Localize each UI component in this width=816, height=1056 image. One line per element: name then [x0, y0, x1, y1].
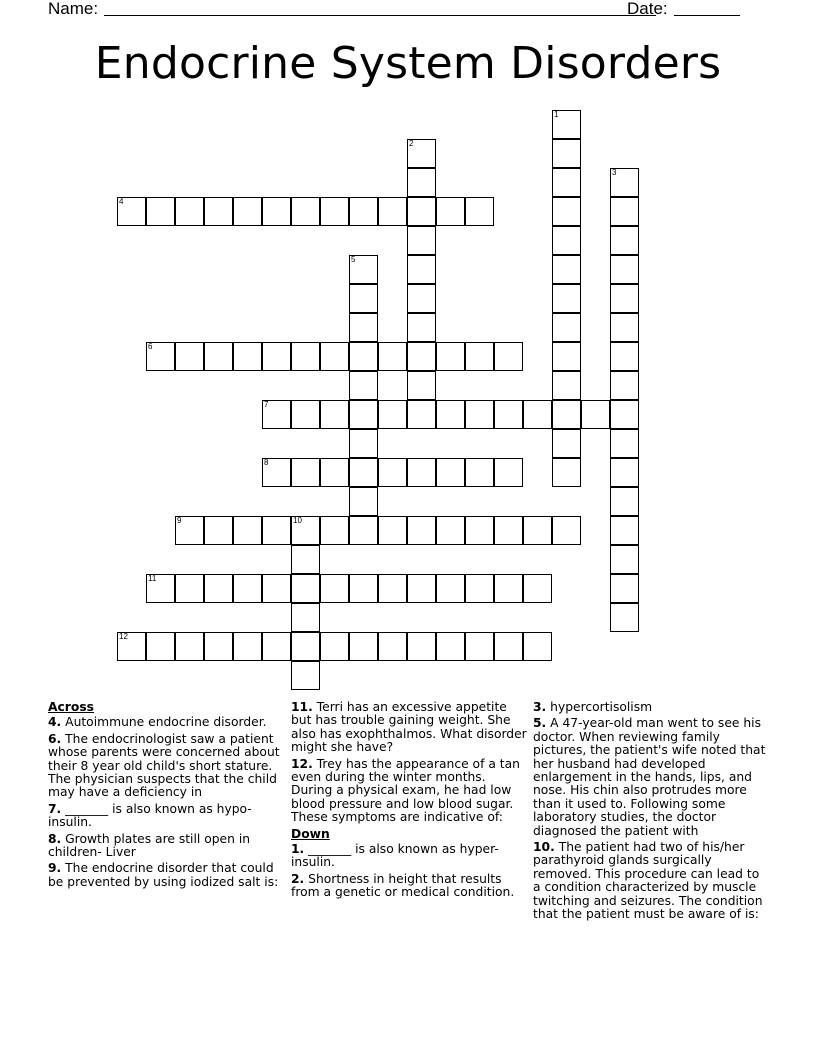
- grid-cell[interactable]: [378, 342, 407, 371]
- grid-cell[interactable]: [523, 574, 552, 603]
- cell-number: 8: [264, 458, 269, 467]
- clue-across-11: [291, 701, 527, 755]
- grid-cell[interactable]: [146, 197, 175, 226]
- grid-cell[interactable]: [146, 342, 175, 371]
- cell-number: 9: [177, 516, 182, 525]
- grid-cell[interactable]: [465, 342, 494, 371]
- clue-text: Trey has the appearance of a tan even during the winter months. During a physical exam, he had low blood pressure and low blood sugar. These symptoms are indicative of:: [291, 756, 520, 825]
- grid-cell[interactable]: [610, 168, 639, 197]
- cell-number: 10: [293, 516, 302, 525]
- grid-cell[interactable]: [407, 516, 436, 545]
- grid-cell[interactable]: [407, 255, 436, 284]
- grid-cell[interactable]: [378, 574, 407, 603]
- grid-cell[interactable]: [262, 400, 291, 429]
- clue-number: 4.: [48, 715, 62, 730]
- clue-number: 2.: [291, 871, 305, 886]
- clue-text: _______ is also known as hyper-insulin.: [291, 842, 499, 870]
- grid-cell[interactable]: [349, 197, 378, 226]
- clue-down-3: [533, 701, 769, 714]
- grid-cell[interactable]: [407, 168, 436, 197]
- grid-cell[interactable]: [552, 255, 581, 284]
- grid-cell[interactable]: [291, 516, 320, 545]
- grid-cell[interactable]: [494, 342, 523, 371]
- grid-cell[interactable]: [349, 313, 378, 342]
- grid-cell[interactable]: [610, 197, 639, 226]
- grid-cell[interactable]: [146, 574, 175, 603]
- grid-cell[interactable]: [349, 371, 378, 400]
- grid-cell[interactable]: [523, 400, 552, 429]
- grid-cell[interactable]: [610, 487, 639, 516]
- grid-cell[interactable]: [262, 342, 291, 371]
- grid-cell[interactable]: [610, 400, 639, 429]
- clue-down-1: [291, 843, 527, 870]
- cell-number: 4: [119, 197, 124, 206]
- grid-cell[interactable]: [349, 284, 378, 313]
- grid-cell[interactable]: [349, 342, 378, 371]
- grid-cell[interactable]: [320, 197, 349, 226]
- grid-cell[interactable]: [407, 371, 436, 400]
- grid-cell[interactable]: [349, 574, 378, 603]
- clue-number: 6.: [48, 731, 62, 746]
- grid-cell[interactable]: [291, 661, 320, 690]
- clue-column-2: [291, 701, 527, 903]
- clue-down-2: [291, 873, 527, 900]
- grid-cell[interactable]: [465, 574, 494, 603]
- grid-cell[interactable]: [175, 197, 204, 226]
- cell-number: 1: [554, 110, 559, 119]
- grid-cell[interactable]: [552, 342, 581, 371]
- clue-number: 11.: [291, 700, 313, 714]
- grid-cell[interactable]: [262, 197, 291, 226]
- clue-text: The patient had two of his/her parathyroid glands surgically removed. This procedure can lead to a condition characterized by muscle twitching and seizures. The condition that the patient must be aware of is:: [533, 840, 763, 922]
- grid-cell[interactable]: [494, 632, 523, 661]
- cell-number: 3: [612, 168, 617, 177]
- cell-number: 12: [119, 632, 128, 641]
- grid-cell[interactable]: [320, 400, 349, 429]
- grid-cell[interactable]: [465, 197, 494, 226]
- grid-cell[interactable]: [262, 574, 291, 603]
- grid-cell[interactable]: [523, 516, 552, 545]
- grid-cell[interactable]: [204, 574, 233, 603]
- grid-cell[interactable]: [349, 255, 378, 284]
- clue-column-3: [533, 701, 769, 925]
- grid-cell[interactable]: [349, 400, 378, 429]
- grid-cell[interactable]: [494, 574, 523, 603]
- clue-text: Autoimmune endocrine disorder.: [65, 715, 267, 730]
- clue-column-1: [48, 701, 284, 892]
- grid-cell[interactable]: [552, 168, 581, 197]
- clue-across-7: [48, 803, 284, 830]
- grid-cell[interactable]: [610, 545, 639, 574]
- clue-down-5: [533, 717, 769, 838]
- grid-cell[interactable]: [552, 371, 581, 400]
- grid-cell[interactable]: [233, 632, 262, 661]
- grid-cell[interactable]: [407, 197, 436, 226]
- grid-cell[interactable]: [291, 545, 320, 574]
- grid-cell[interactable]: [465, 516, 494, 545]
- grid-cell[interactable]: [320, 458, 349, 487]
- grid-cell[interactable]: [291, 197, 320, 226]
- down-heading: Down: [291, 826, 330, 841]
- grid-cell[interactable]: [552, 139, 581, 168]
- grid-cell[interactable]: [291, 574, 320, 603]
- clue-across-4: [48, 716, 284, 729]
- name-label: Name:: [48, 0, 99, 18]
- grid-cell[interactable]: [552, 429, 581, 458]
- grid-cell[interactable]: [291, 400, 320, 429]
- grid-cell[interactable]: [320, 516, 349, 545]
- grid-cell[interactable]: [610, 574, 639, 603]
- grid-cell[interactable]: [465, 458, 494, 487]
- grid-cell[interactable]: [552, 313, 581, 342]
- grid-cell[interactable]: [552, 400, 581, 429]
- clue-number: 1.: [291, 842, 305, 857]
- grid-cell[interactable]: [407, 342, 436, 371]
- grid-cell[interactable]: [610, 516, 639, 545]
- grid-cell[interactable]: [291, 342, 320, 371]
- grid-cell[interactable]: [494, 458, 523, 487]
- grid-cell[interactable]: [610, 342, 639, 371]
- grid-cell[interactable]: [291, 603, 320, 632]
- page-title: Endocrine System Disorders: [94, 38, 722, 89]
- grid-cell[interactable]: [204, 342, 233, 371]
- grid-cell[interactable]: [291, 458, 320, 487]
- cell-number: 5: [351, 255, 356, 264]
- grid-cell[interactable]: [436, 458, 465, 487]
- grid-cell[interactable]: [436, 400, 465, 429]
- grid-cell[interactable]: [407, 226, 436, 255]
- clue-text: The endocrinologist saw a patient whose parents were concerned about their 8 year old child's short stature. The physician suspects that the child may have a deficiency in: [48, 731, 280, 800]
- grid-cell[interactable]: [407, 139, 436, 168]
- grid-cell[interactable]: [204, 197, 233, 226]
- clue-text: A 47-year-old man went to see his doctor. When reviewing family pictures, the patient's wife noted that her husband had developed enlargement in the hands, lips, and nose. His chin also protrudes more than it used to. Following some laboratory studies, the doctor diagnosed the patient with: [533, 716, 766, 838]
- grid-cell[interactable]: [610, 371, 639, 400]
- grid-cell[interactable]: [378, 197, 407, 226]
- grid-cell[interactable]: [494, 516, 523, 545]
- grid-cell[interactable]: [610, 458, 639, 487]
- grid-cell[interactable]: [175, 516, 204, 545]
- grid-cell[interactable]: [117, 632, 146, 661]
- clue-across-9: [48, 862, 284, 889]
- grid-cell[interactable]: [552, 197, 581, 226]
- grid-cell[interactable]: [378, 516, 407, 545]
- grid-cell[interactable]: [407, 574, 436, 603]
- clue-number: 8.: [48, 831, 62, 846]
- grid-cell[interactable]: [436, 632, 465, 661]
- grid-cell[interactable]: [320, 342, 349, 371]
- grid-cell[interactable]: [233, 342, 262, 371]
- grid-cell[interactable]: [233, 516, 262, 545]
- grid-cell[interactable]: [552, 284, 581, 313]
- cell-number: 7: [264, 400, 269, 409]
- clue-number: 3.: [533, 700, 547, 714]
- grid-cell[interactable]: [349, 487, 378, 516]
- grid-cell[interactable]: [552, 226, 581, 255]
- grid-cell[interactable]: [378, 458, 407, 487]
- grid-cell[interactable]: [436, 197, 465, 226]
- grid-cell[interactable]: [204, 516, 233, 545]
- grid-cell[interactable]: [610, 313, 639, 342]
- grid-cell[interactable]: [407, 458, 436, 487]
- grid-cell[interactable]: [175, 632, 204, 661]
- cell-number: 11: [148, 574, 157, 583]
- clue-number: 9.: [48, 861, 62, 876]
- clue-number: 5.: [533, 716, 547, 731]
- grid-cell[interactable]: [610, 429, 639, 458]
- grid-cell[interactable]: [233, 574, 262, 603]
- grid-cell[interactable]: [436, 342, 465, 371]
- grid-cell[interactable]: [552, 516, 581, 545]
- clue-down-10: [533, 841, 769, 921]
- grid-cell[interactable]: [436, 516, 465, 545]
- grid-cell[interactable]: [552, 110, 581, 139]
- grid-cell[interactable]: [581, 400, 610, 429]
- grid-cell[interactable]: [320, 574, 349, 603]
- grid-cell[interactable]: [407, 632, 436, 661]
- grid-cell[interactable]: [262, 632, 291, 661]
- cell-number: 2: [409, 139, 414, 148]
- grid-cell[interactable]: [291, 632, 320, 661]
- grid-cell[interactable]: [465, 400, 494, 429]
- clue-text: Shortness in height that results from a genetic or medical condition.: [291, 871, 515, 900]
- across-heading: Across: [48, 700, 94, 714]
- grid-cell[interactable]: [523, 632, 552, 661]
- clue-text: _______ is also known as hypo-insulin.: [48, 801, 252, 830]
- grid-cell[interactable]: [552, 458, 581, 487]
- grid-cell[interactable]: [349, 458, 378, 487]
- cell-number: 6: [148, 342, 153, 351]
- clue-text: hypercortisolism: [550, 700, 653, 714]
- date-label: Date:: [627, 0, 668, 18]
- grid-cell[interactable]: [349, 429, 378, 458]
- clue-across-12: [291, 758, 527, 825]
- grid-cell[interactable]: [610, 284, 639, 313]
- grid-cell[interactable]: [610, 603, 639, 632]
- clue-number: 7.: [48, 801, 62, 816]
- clue-text: Terri has an excessive appetite but has trouble gaining weight. She also has exophthalmos. What disorder might she have?: [291, 700, 527, 755]
- clue-number: 10.: [533, 840, 555, 855]
- grid-cell[interactable]: [465, 632, 494, 661]
- grid-cell[interactable]: [320, 632, 349, 661]
- grid-cell[interactable]: [407, 284, 436, 313]
- grid-cell[interactable]: [146, 632, 175, 661]
- clue-text: The endocrine disorder that could be prevented by using iodized salt is:: [48, 861, 279, 889]
- grid-cell[interactable]: [436, 574, 465, 603]
- grid-cell[interactable]: [233, 197, 262, 226]
- grid-cell[interactable]: [407, 313, 436, 342]
- grid-cell[interactable]: [494, 400, 523, 429]
- grid-cell[interactable]: [262, 516, 291, 545]
- grid-cell[interactable]: [262, 458, 291, 487]
- grid-cell[interactable]: [175, 342, 204, 371]
- grid-cell[interactable]: [378, 632, 407, 661]
- grid-cell[interactable]: [117, 197, 146, 226]
- clue-across-8: [48, 833, 284, 860]
- grid-cell[interactable]: [349, 632, 378, 661]
- clue-number: 12.: [291, 756, 313, 771]
- grid-cell[interactable]: [610, 255, 639, 284]
- grid-cell[interactable]: [378, 400, 407, 429]
- grid-cell[interactable]: [407, 400, 436, 429]
- grid-cell[interactable]: [349, 516, 378, 545]
- grid-cell[interactable]: [204, 632, 233, 661]
- grid-cell[interactable]: [175, 574, 204, 603]
- grid-cell[interactable]: [610, 226, 639, 255]
- clue-across-6: [48, 733, 284, 800]
- clue-text: Growth plates are still open in children- Liver: [48, 831, 251, 860]
